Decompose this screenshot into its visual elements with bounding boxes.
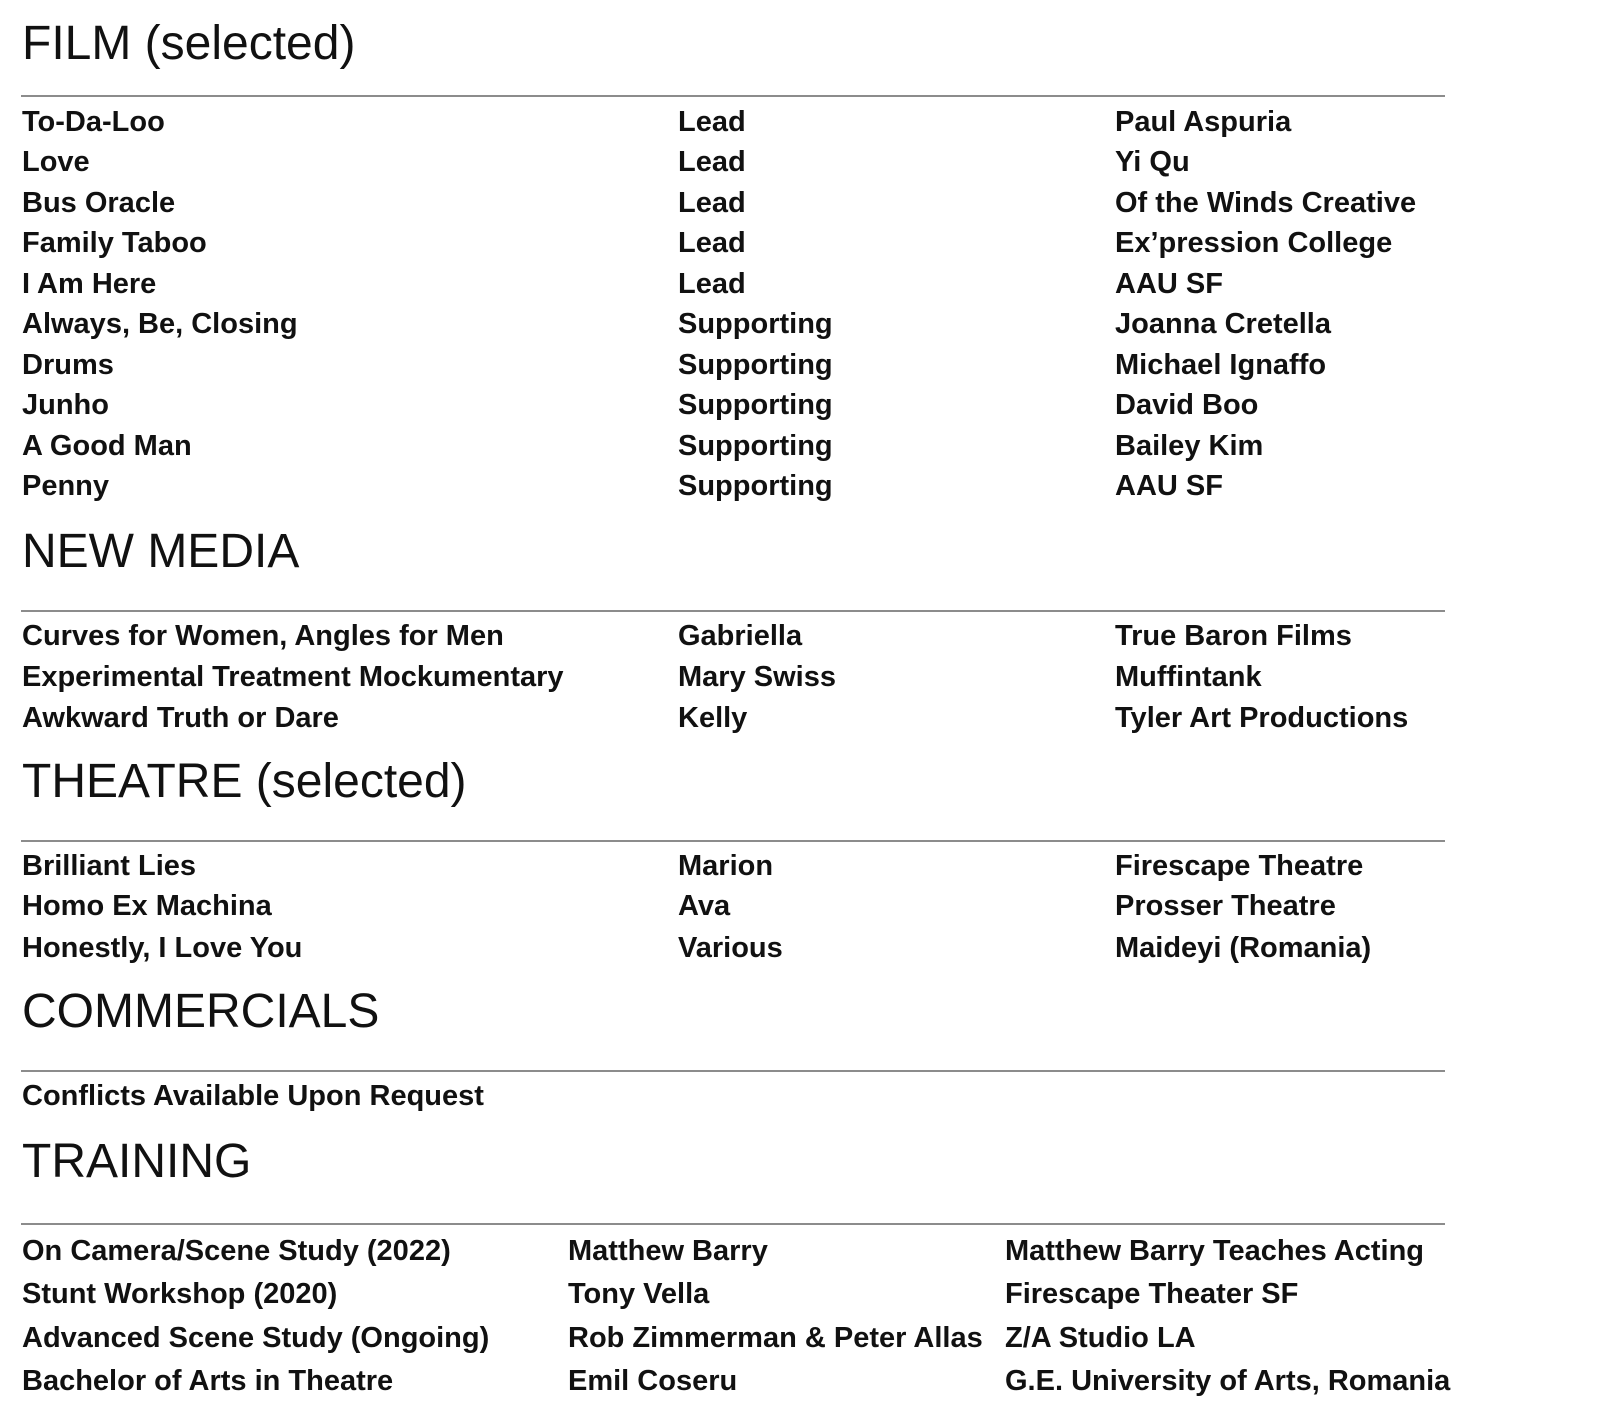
credit-row (22, 663, 1612, 703)
section-divider (21, 1070, 1445, 1072)
section-divider (21, 610, 1445, 612)
credit-role: Marion (678, 850, 774, 882)
credit-title: Curves for Women, Angles for Men (22, 620, 504, 652)
credit-role: Lead (678, 227, 746, 259)
credit-row (22, 310, 1612, 350)
credit-company: Firescape Theatre (1115, 850, 1364, 882)
credit-row (22, 189, 1612, 229)
credit-company: Muffintank (1115, 661, 1262, 693)
training-course: Stunt Workshop (2020) (22, 1278, 338, 1310)
credit-company: Bailey Kim (1115, 430, 1264, 462)
credit-role: Supporting (678, 430, 833, 462)
credit-row (22, 229, 1612, 269)
credit-title: Penny (22, 470, 110, 502)
credit-row (22, 148, 1612, 188)
credit-row (22, 892, 1612, 932)
credit-row (22, 432, 1612, 472)
credit-role: Ava (678, 890, 731, 922)
credit-title: Junho (22, 389, 109, 421)
credit-company: Michael Ignaffo (1115, 349, 1327, 381)
training-row (22, 1280, 1612, 1320)
credit-role: Supporting (678, 308, 833, 340)
section-title-commercials: COMMERCIALS (22, 985, 380, 1038)
credit-title: I Am Here (22, 268, 157, 300)
training-row (22, 1324, 1612, 1364)
training-school: G.E. University of Arts, Romania (1005, 1365, 1451, 1397)
credit-company: David Boo (1115, 389, 1259, 421)
credit-role: Lead (678, 146, 746, 178)
credit-company: Of the Winds Creative (1115, 187, 1417, 219)
section-title-theatre: THEATRE (selected) (22, 755, 467, 808)
credit-company: Joanna Cretella (1115, 308, 1331, 340)
credit-title: Family Taboo (22, 227, 207, 259)
credit-title: Honestly, I Love You (22, 932, 303, 964)
credit-role: Mary Swiss (678, 661, 836, 693)
credit-role: Lead (678, 268, 746, 300)
credit-title: Drums (22, 349, 114, 381)
credit-title: Experimental Treatment Mockumentary (22, 661, 564, 693)
credit-title: Homo Ex Machina (22, 890, 272, 922)
credit-row (22, 391, 1612, 431)
training-teacher: Matthew Barry (568, 1235, 768, 1267)
credit-title: Love (22, 146, 90, 178)
training-course: On Camera/Scene Study (2022) (22, 1235, 451, 1267)
credit-row (22, 270, 1612, 310)
credit-company: Tyler Art Productions (1115, 702, 1409, 734)
commercials-note-row (22, 1082, 1612, 1122)
credit-title: Awkward Truth or Dare (22, 702, 339, 734)
training-school: Firescape Theater SF (1005, 1278, 1299, 1310)
training-school: Z/A Studio LA (1005, 1322, 1196, 1354)
credit-row (22, 934, 1612, 974)
credit-company: AAU SF (1115, 268, 1223, 300)
credit-company: Paul Aspuria (1115, 106, 1292, 138)
credit-role: Gabriella (678, 620, 803, 652)
credit-title: Always, Be, Closing (22, 308, 298, 340)
credit-role: Kelly (678, 702, 748, 734)
credit-row (22, 472, 1612, 512)
training-row (22, 1237, 1612, 1277)
credit-role: Various (678, 932, 783, 964)
section-title-film: FILM (selected) (22, 17, 356, 70)
credit-title: Bus Oracle (22, 187, 176, 219)
credit-title: A Good Man (22, 430, 192, 462)
section-divider (21, 95, 1445, 97)
training-school: Matthew Barry Teaches Acting (1005, 1235, 1424, 1267)
credit-company: Yi Qu (1115, 146, 1190, 178)
credit-role: Lead (678, 106, 746, 138)
credit-title: Brilliant Lies (22, 850, 197, 882)
training-teacher: Rob Zimmerman & Peter Allas (568, 1322, 983, 1354)
credit-title: To-Da-Loo (22, 106, 165, 138)
training-course: Bachelor of Arts in Theatre (22, 1365, 394, 1397)
credit-row (22, 704, 1612, 744)
training-teacher: Tony Vella (568, 1278, 710, 1310)
credit-role: Supporting (678, 349, 833, 381)
credit-company: True Baron Films (1115, 620, 1352, 652)
credit-company: Ex’pression College (1115, 227, 1393, 259)
section-divider (21, 840, 1445, 842)
credit-company: Maideyi (Romania) (1115, 932, 1372, 964)
section-title-new-media: NEW MEDIA (22, 525, 300, 578)
credit-company: AAU SF (1115, 470, 1223, 502)
training-row (22, 1367, 1612, 1407)
commercials-note: Conflicts Available Upon Request (22, 1080, 484, 1112)
credit-role: Supporting (678, 389, 833, 421)
credit-role: Lead (678, 187, 746, 219)
credit-role: Supporting (678, 470, 833, 502)
section-title-training: TRAINING (22, 1135, 252, 1188)
credit-row (22, 351, 1612, 391)
credit-row (22, 852, 1612, 892)
section-divider (21, 1223, 1445, 1225)
training-teacher: Emil Coseru (568, 1365, 738, 1397)
credit-company: Prosser Theatre (1115, 890, 1336, 922)
training-course: Advanced Scene Study (Ongoing) (22, 1322, 490, 1354)
credit-row (22, 108, 1612, 148)
credit-row (22, 622, 1612, 662)
